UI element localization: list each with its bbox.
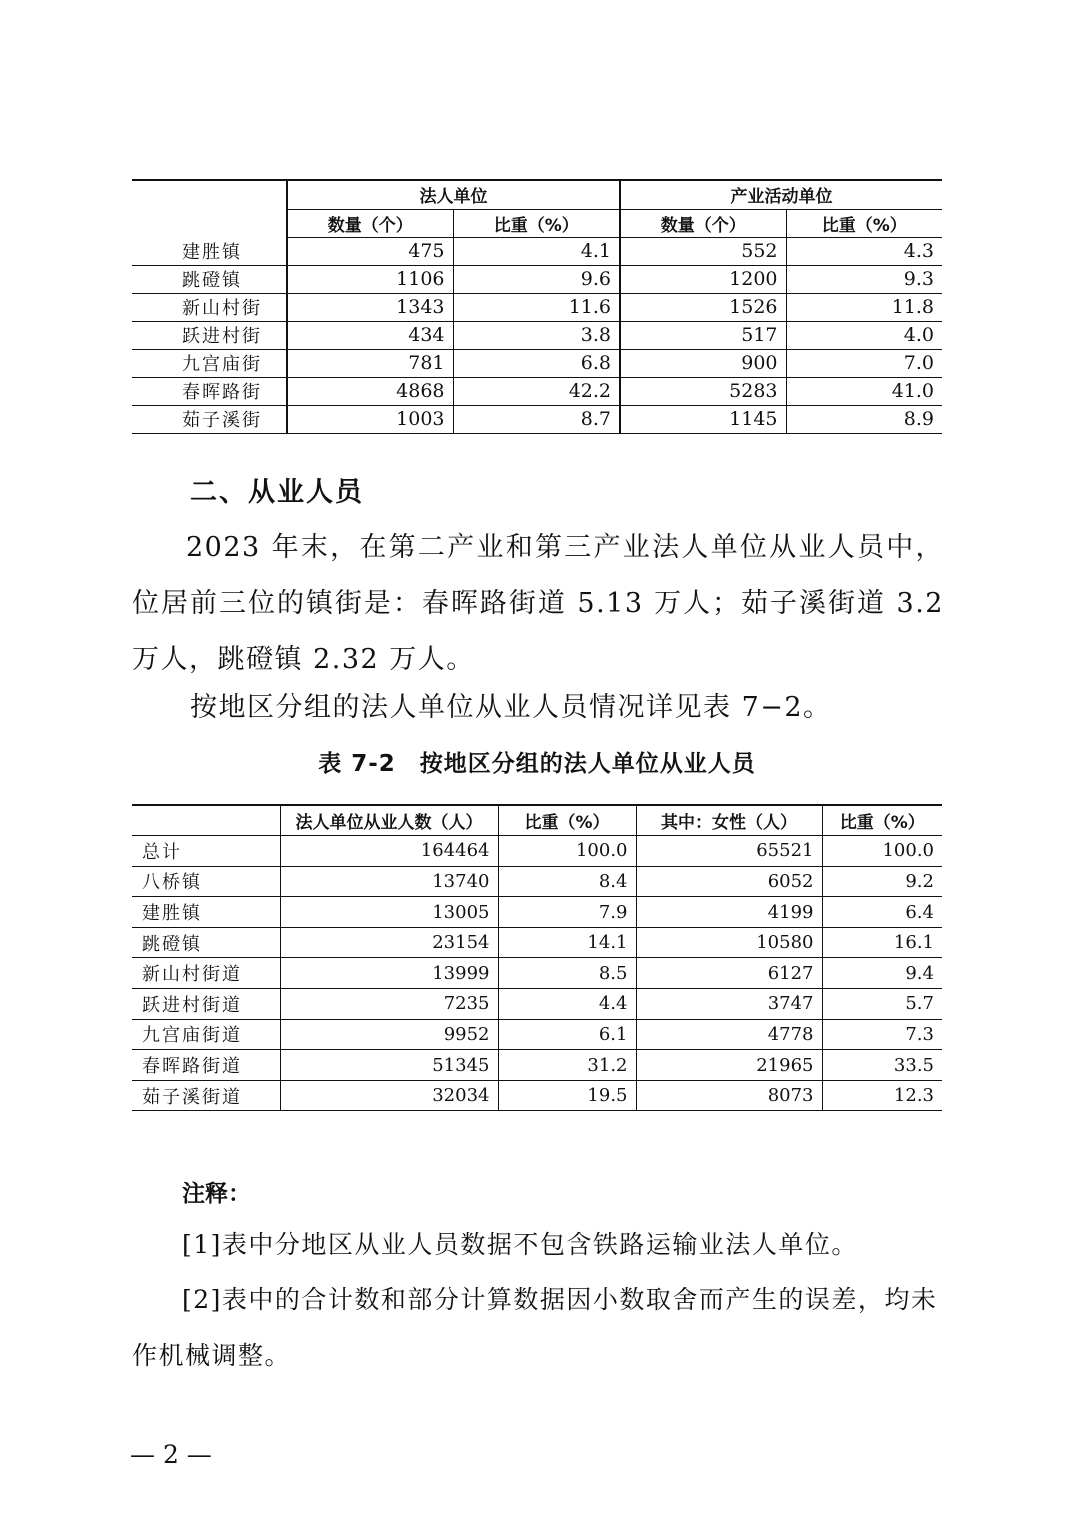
table1-value-cell: 7.0 [786,349,942,377]
table2-region-cell: 八桥镇 [132,866,280,897]
table2-column-header: 比重（%） [822,805,942,836]
table1-value-cell: 9.6 [453,265,620,293]
paragraph-top-towns: 2023 年末，在第二产业和第三产业法人单位从业人员中，位居前三位的镇街是：春晖路街道 5.13 万人；茹子溪街道 3.2 万人，跳磴镇 2.32 万人。 [132,532,944,675]
table2-value-cell: 8.5 [498,958,636,989]
table1-value-cell: 8.7 [453,405,620,433]
note-2: [2]表中的合计数和部分计算数据因小数取舍而产生的误差，均未作机械调整。 [132,1285,938,1370]
table2-value-cell: 51345 [280,1050,498,1081]
table1-corner-cell [132,180,287,237]
table1-group-header: 产业活动单位 [620,180,942,209]
table1-row [132,265,942,293]
table1-group-header: 法人单位 [287,180,620,209]
table1-value-cell: 8.9 [786,405,942,433]
table1-value-cell: 4.1 [453,237,620,265]
table2-column-header [132,805,280,836]
table1-region-cell: 茹子溪街 [132,405,287,433]
paragraph-table-reference: 按地区分组的法人单位从业人员情况详见表 7−2。 [190,692,832,723]
table2-value-cell: 7.3 [822,1019,942,1050]
table2-row [132,927,942,958]
table-units-by-town [132,179,942,434]
table1-value-cell: 11.8 [786,293,942,321]
table-employees-by-region [132,804,942,1111]
table2-value-cell: 32034 [280,1080,498,1111]
table2-value-cell: 100.0 [822,836,942,867]
table1-value-cell: 552 [620,237,786,265]
table2-row [132,866,942,897]
table2-row [132,989,942,1020]
table1-region-cell: 九宫庙街 [132,349,287,377]
table1-region-cell: 新山村街 [132,293,287,321]
table2-value-cell: 23154 [280,927,498,958]
table2-region-cell: 建胜镇 [132,897,280,928]
table1-row [132,349,942,377]
table1-value-cell: 6.8 [453,349,620,377]
table1-value-cell: 1106 [287,265,453,293]
table1-value-cell: 3.8 [453,321,620,349]
table2-row [132,897,942,928]
table1-value-cell: 4.3 [786,237,942,265]
table2-value-cell: 12.3 [822,1080,942,1111]
table2-column-header: 法人单位从业人数（人） [280,805,498,836]
table2-column-header: 比重（%） [498,805,636,836]
table2-region-cell: 茹子溪街道 [132,1080,280,1111]
table2-value-cell: 100.0 [498,836,636,867]
table2-value-cell: 13999 [280,958,498,989]
table1-row [132,321,942,349]
table2-row [132,958,942,989]
table2-region-cell: 跃进村街道 [132,989,280,1020]
table2-value-cell: 9.2 [822,866,942,897]
table2-region-cell: 总计 [132,836,280,867]
table1-value-cell: 4.0 [786,321,942,349]
table2-row [132,836,942,867]
table2-region-cell: 新山村街道 [132,958,280,989]
table1-region-cell: 跳磴镇 [132,265,287,293]
table1-value-cell: 517 [620,321,786,349]
table2-value-cell: 33.5 [822,1050,942,1081]
table2-value-cell: 6.4 [822,897,942,928]
table2-caption: 表 7-2 按地区分组的法人单位从业人员 [318,751,756,777]
table1-value-cell: 1343 [287,293,453,321]
table2-value-cell: 5.7 [822,989,942,1020]
table2-row [132,1019,942,1050]
notes-title: 注释： [182,1181,251,1207]
table2-value-cell: 6127 [636,958,822,989]
table2-row [132,1050,942,1081]
table1-value-cell: 1003 [287,405,453,433]
table1-value-cell: 475 [287,237,453,265]
table1-value-cell: 434 [287,321,453,349]
table1-region-cell: 春晖路街 [132,377,287,405]
table1-value-cell: 41.0 [786,377,942,405]
table1-value-cell: 9.3 [786,265,942,293]
page-number: — 2 — [130,1440,212,1469]
table2-column-header: 其中：女性（人） [636,805,822,836]
table1-column-header: 数量（个） [287,209,453,237]
table1-column-header: 数量（个） [620,209,786,237]
table1-row [132,237,942,265]
table2-value-cell: 21965 [636,1050,822,1081]
table1-value-cell: 1526 [620,293,786,321]
table2-value-cell: 13740 [280,866,498,897]
table2-value-cell: 8.4 [498,866,636,897]
table1-row [132,377,942,405]
table2-value-cell: 19.5 [498,1080,636,1111]
table2-value-cell: 65521 [636,836,822,867]
table2-value-cell: 9.4 [822,958,942,989]
table2-value-cell: 3747 [636,989,822,1020]
table1-value-cell: 900 [620,349,786,377]
table2-value-cell: 4778 [636,1019,822,1050]
table2-value-cell: 7235 [280,989,498,1020]
table2-value-cell: 16.1 [822,927,942,958]
table2-value-cell: 10580 [636,927,822,958]
table1-region-cell: 跃进村街 [132,321,287,349]
table1-value-cell: 781 [287,349,453,377]
table2-value-cell: 9952 [280,1019,498,1050]
section-heading: 二、从业人员 [190,477,364,508]
table2-region-cell: 春晖路街道 [132,1050,280,1081]
table2-value-cell: 6.1 [498,1019,636,1050]
table2-value-cell: 14.1 [498,927,636,958]
table2-region-cell: 跳磴镇 [132,927,280,958]
table1-region-cell: 建胜镇 [132,237,287,265]
note-1: [1]表中分地区从业人员数据不包含铁路运输业法人单位。 [182,1230,858,1259]
table1-row [132,293,942,321]
table2-value-cell: 8073 [636,1080,822,1111]
table1-value-cell: 1145 [620,405,786,433]
table2-value-cell: 164464 [280,836,498,867]
table2-value-cell: 6052 [636,866,822,897]
table1-row [132,405,942,433]
table2-value-cell: 4199 [636,897,822,928]
table1-value-cell: 4868 [287,377,453,405]
table2-region-cell: 九宫庙街道 [132,1019,280,1050]
table1-value-cell: 42.2 [453,377,620,405]
table1-value-cell: 5283 [620,377,786,405]
table1-value-cell: 11.6 [453,293,620,321]
table2-value-cell: 13005 [280,897,498,928]
table2-value-cell: 7.9 [498,897,636,928]
table1-column-header: 比重（%） [786,209,942,237]
table2-value-cell: 31.2 [498,1050,636,1081]
table1-value-cell: 1200 [620,265,786,293]
table2-row [132,1080,942,1111]
table2-value-cell: 4.4 [498,989,636,1020]
table1-column-header: 比重（%） [453,209,620,237]
